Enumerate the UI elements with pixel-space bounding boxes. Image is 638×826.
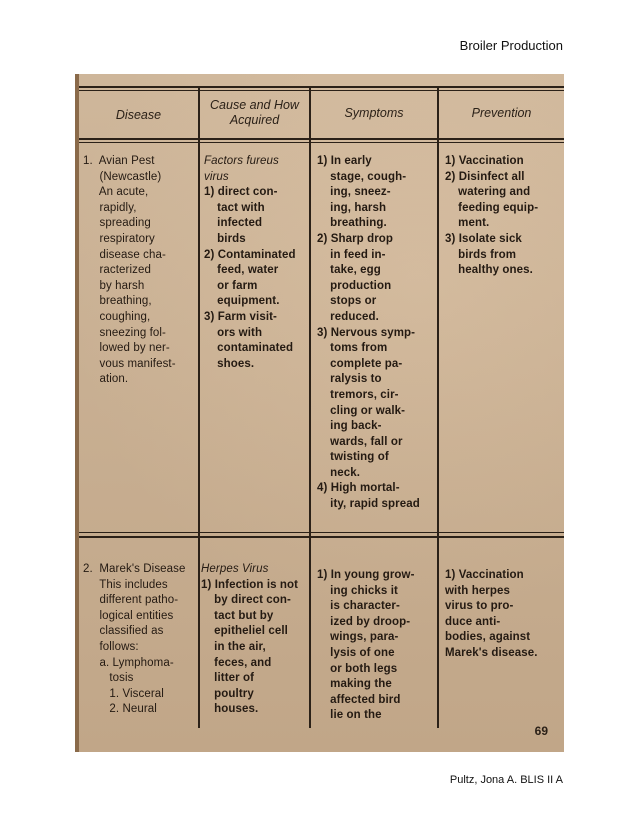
text-line: equipment. — [204, 295, 280, 308]
table-top-rule — [79, 86, 564, 88]
row2-prevention — [445, 568, 538, 662]
text-line: with herpes — [445, 584, 511, 597]
text-line: Marek's disease. — [445, 646, 538, 659]
text-line: feces, and — [201, 656, 272, 669]
text-line: ors with — [204, 326, 263, 339]
text-line: breathing, — [83, 295, 152, 308]
row1-symptoms — [317, 154, 420, 513]
text-line: twisting of — [317, 451, 389, 464]
text-line: spreading — [83, 217, 151, 230]
text-line: cling or walk- — [317, 404, 406, 417]
text-line: neck. — [317, 466, 361, 479]
text-line: This includes — [83, 578, 168, 591]
text-line: houses. — [201, 703, 259, 716]
text-line: ity, rapid spread — [317, 498, 420, 511]
row2-symptoms — [317, 568, 415, 724]
text-line: lie on the — [317, 709, 382, 722]
page-footer: Pultz, Jona A. BLIS II A — [449, 774, 563, 786]
text-line: making the — [317, 678, 392, 691]
text-line: ation. — [83, 373, 129, 386]
text-line: virus — [204, 170, 229, 183]
text-line: complete pa- — [317, 357, 403, 370]
text-line: (Newcastle) — [83, 170, 162, 183]
book-page-number: 69 — [534, 724, 548, 738]
text-line: respiratory — [83, 232, 155, 245]
row1-disease — [83, 154, 176, 388]
text-line: contaminated — [204, 342, 294, 355]
text-line: 1) direct con- — [204, 186, 278, 199]
text-line: 2. Neural — [83, 703, 157, 716]
header-cause — [200, 98, 309, 128]
row2-disease — [83, 562, 186, 718]
row-divider-2 — [79, 536, 564, 538]
text-line: feeding equip- — [445, 201, 539, 214]
text-line: 2. Marek's Disease — [83, 563, 186, 575]
header-bottom-rule — [79, 138, 564, 140]
header-cause-line-1: Cause and How — [210, 98, 299, 112]
text-line: is character- — [317, 600, 400, 613]
text-line: 1) Vaccination — [445, 569, 524, 581]
text-line: 1) In young grow- — [317, 569, 415, 581]
text-line: different patho- — [83, 594, 179, 607]
text-line: or farm — [204, 279, 258, 292]
text-line: wards, fall or — [317, 435, 403, 448]
text-line: lowed by ner- — [83, 342, 170, 355]
text-line: ing chicks it — [317, 584, 398, 597]
text-line: stage, cough- — [317, 170, 407, 183]
text-line: by harsh — [83, 279, 145, 292]
text-line: a. Lymphoma- — [83, 656, 174, 669]
row1-cause — [204, 154, 296, 372]
text-line: virus to pro- — [445, 600, 514, 613]
text-line: Factors fureus — [204, 155, 279, 167]
text-line: reduced. — [317, 310, 379, 323]
text-line: classified as — [83, 625, 164, 638]
text-line: 2) Disinfect all — [445, 170, 525, 183]
text-line: sneezing fol- — [83, 326, 166, 339]
header-symptoms: Symptoms — [344, 106, 404, 120]
header-disease: Disease — [115, 108, 162, 122]
text-line: litter of — [201, 672, 255, 685]
column-divider-1 — [198, 88, 200, 728]
text-line: toms from — [317, 342, 388, 355]
text-line: disease cha- — [83, 248, 166, 261]
text-line: 3) Nervous symp- — [317, 326, 416, 339]
text-line: Herpes Virus — [201, 563, 269, 575]
text-line: duce anti- — [445, 615, 501, 628]
text-line: coughing, — [83, 310, 151, 323]
text-line: 4) High mortal- — [317, 482, 400, 495]
row2-cause — [201, 562, 298, 718]
text-line: 1. Avian Pest — [83, 155, 155, 167]
text-line: healthy ones. — [445, 264, 533, 277]
text-line: ing, harsh — [317, 201, 387, 214]
text-line: ing back- — [317, 420, 382, 433]
header-bottom-rule-2 — [79, 142, 564, 143]
page-header: Broiler Production — [459, 38, 563, 53]
column-divider-2 — [309, 88, 311, 728]
text-line: 2) Sharp drop — [317, 232, 394, 245]
text-line: ment. — [445, 217, 490, 230]
text-line: tosis — [83, 672, 134, 685]
text-line: by direct con- — [201, 594, 291, 607]
text-line: infected — [204, 217, 263, 230]
text-line: ing, sneez- — [317, 186, 391, 199]
text-line: affected bird — [317, 693, 401, 706]
text-line: ized by droop- — [317, 615, 411, 628]
text-line: take, egg — [317, 264, 381, 277]
text-line: follows: — [83, 640, 139, 653]
text-line: vous manifest- — [83, 357, 176, 370]
text-line: birds from — [445, 248, 517, 261]
text-line: lysis of one — [317, 646, 395, 659]
text-line: tact with — [204, 201, 265, 214]
text-line: 2) Contaminated — [204, 248, 296, 261]
text-line: in the air, — [201, 640, 266, 653]
row1-prevention — [445, 154, 538, 279]
text-line: wings, para- — [317, 631, 399, 644]
text-line: tremors, cir- — [317, 388, 399, 401]
column-divider-3 — [437, 88, 439, 728]
text-line: logical entities — [83, 609, 174, 622]
text-line: tact but by — [201, 609, 274, 622]
text-line: shoes. — [204, 357, 255, 370]
text-line: rapidly, — [83, 201, 137, 214]
header-cause-line-2: Acquired — [229, 113, 280, 127]
text-line: 3) Isolate sick — [445, 232, 522, 245]
text-line: 1. Visceral — [83, 687, 164, 700]
book-page-photo — [75, 74, 564, 752]
text-line: production — [317, 279, 392, 292]
text-line: in feed in- — [317, 248, 386, 261]
text-line: bodies, against — [445, 631, 531, 644]
text-line: stops or — [317, 295, 377, 308]
text-line: An acute, — [83, 186, 149, 199]
text-line: watering and — [445, 186, 531, 199]
text-line: 1) Vaccination — [445, 155, 524, 167]
table-top-rule-2 — [79, 90, 564, 91]
row-divider — [79, 532, 564, 533]
text-line: birds — [204, 232, 246, 245]
scan-edge — [75, 74, 79, 752]
text-line: ralysis to — [317, 373, 382, 386]
text-line: 3) Farm visit- — [204, 310, 277, 323]
header-prevention: Prevention — [471, 106, 532, 120]
text-line: poultry — [201, 687, 254, 700]
text-line: epitheliel cell — [201, 625, 288, 638]
text-line: breathing. — [317, 217, 387, 230]
text-line: or both legs — [317, 662, 398, 675]
text-line: feed, water — [204, 264, 279, 277]
text-line: 1) Infection is not — [201, 578, 299, 591]
text-line: racterized — [83, 264, 151, 277]
text-line: 1) In early — [317, 155, 372, 167]
